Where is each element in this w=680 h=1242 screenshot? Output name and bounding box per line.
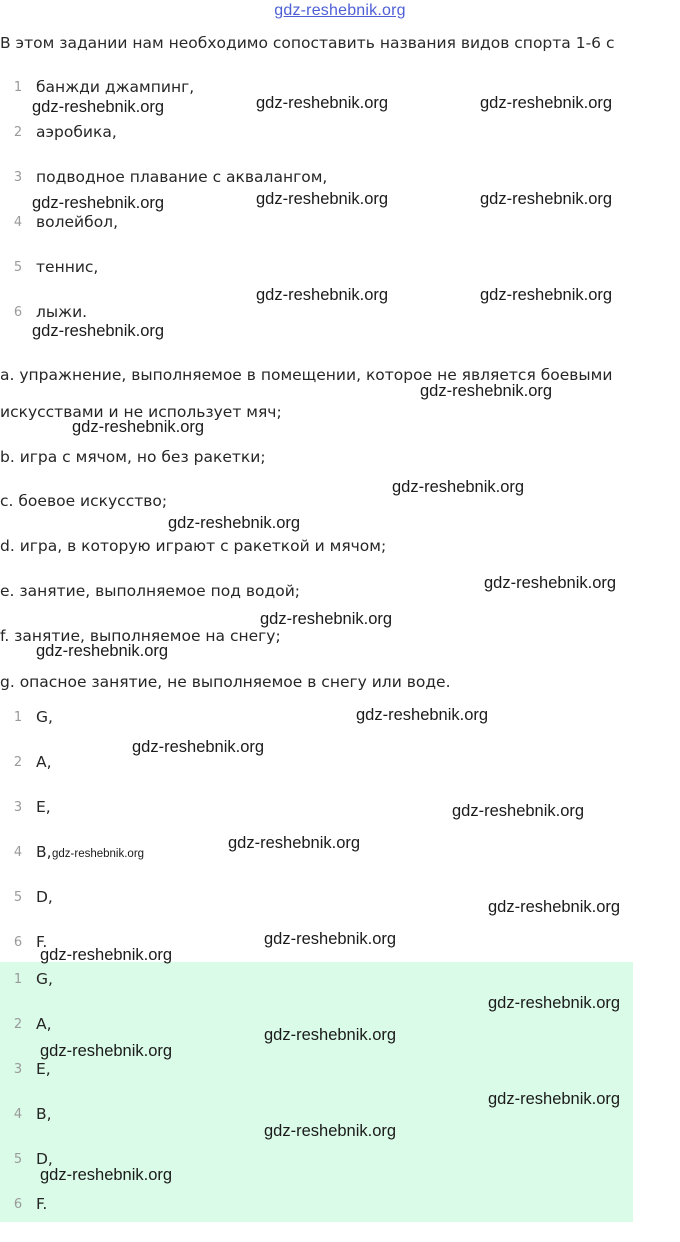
watermark: gdz-reshebnik.org: [132, 738, 265, 756]
definition-line: d. игра, в которую играют с ракеткой и мячом;: [0, 537, 387, 555]
item-number: 1: [13, 710, 23, 725]
item-text: D,: [36, 1150, 53, 1168]
item-text: B,: [36, 843, 52, 861]
watermark: gdz-reshebnik.org: [40, 946, 173, 964]
site-link[interactable]: gdz-reshebnik.org: [274, 2, 406, 19]
watermark: gdz-reshebnik.org: [256, 190, 389, 208]
item-number: 5: [13, 260, 23, 275]
definition-line: искусствами и не использует мяч;: [0, 403, 282, 421]
item-number: 2: [13, 755, 23, 770]
list-item: [0, 215, 640, 260]
watermark: gdz-reshebnik.org: [40, 1166, 173, 1184]
item-text: F.: [36, 1195, 48, 1213]
definition-line: g. опасное занятие, не выполняемое в снегу или воде.: [0, 673, 451, 691]
watermark: gdz-reshebnik.org: [356, 706, 489, 724]
item-number: 5: [13, 1152, 23, 1167]
watermark: gdz-reshebnik.org: [40, 1042, 173, 1060]
item-number: 2: [13, 1017, 23, 1032]
watermark: gdz-reshebnik.org: [480, 286, 613, 304]
watermark: gdz-reshebnik.org: [488, 898, 621, 916]
watermark: gdz-reshebnik.org: [452, 802, 585, 820]
item-text: аэробика,: [36, 123, 117, 141]
watermark: gdz-reshebnik.org: [488, 994, 621, 1012]
item-text: лыжи.: [36, 303, 88, 321]
item-number: 4: [13, 845, 23, 860]
item-number: 6: [13, 1197, 23, 1212]
watermark: gdz-reshebnik.org: [264, 930, 397, 948]
item-number: 3: [13, 1062, 23, 1077]
item-number: 6: [13, 305, 23, 320]
definition-line: a. упражнение, выполняемое в помещении, которое не является боевыми: [0, 366, 613, 384]
task-intro: В этом задании нам необходимо сопоставить названия видов спорта 1-6 с: [0, 34, 615, 52]
item-number: 6: [13, 935, 23, 950]
item-number: 1: [13, 972, 23, 987]
item-text: B,: [36, 1105, 52, 1123]
item-text: E,: [36, 798, 51, 816]
item-number: 1: [13, 80, 23, 95]
item-text: A,: [36, 1015, 52, 1033]
definition-line: f. занятие, выполняемое на снегу;: [0, 627, 281, 645]
watermark: gdz-reshebnik.org: [480, 190, 613, 208]
item-text: G,: [36, 970, 53, 988]
watermark: gdz-reshebnik.org: [52, 848, 145, 860]
watermark: gdz-reshebnik.org: [392, 478, 525, 496]
watermark: gdz-reshebnik.org: [32, 194, 165, 212]
watermark: gdz-reshebnik.org: [36, 642, 169, 660]
definition-line: e. занятие, выполняемое под водой;: [0, 582, 300, 600]
list-item: [0, 755, 640, 800]
watermark: gdz-reshebnik.org: [32, 322, 165, 340]
watermark: gdz-reshebnik.org: [168, 514, 301, 532]
list-item: [0, 1197, 640, 1242]
item-text: G,: [36, 708, 53, 726]
watermark: gdz-reshebnik.org: [256, 94, 389, 112]
watermark: gdz-reshebnik.org: [256, 286, 389, 304]
watermark: gdz-reshebnik.org: [484, 574, 617, 592]
list-item: [0, 710, 640, 755]
watermark: gdz-reshebnik.org: [260, 610, 393, 628]
watermark: gdz-reshebnik.org: [480, 94, 613, 112]
item-number: 5: [13, 890, 23, 905]
watermark: gdz-reshebnik.org: [228, 834, 361, 852]
item-number: 4: [13, 1107, 23, 1122]
watermark: gdz-reshebnik.org: [32, 98, 165, 116]
item-text: теннис,: [36, 258, 99, 276]
item-text: F.: [36, 933, 48, 951]
list-item: [0, 125, 640, 170]
definition-line: b. игра с мячом, но без ракетки;: [0, 448, 266, 466]
item-text: подводное плавание с аквалангом,: [36, 168, 328, 186]
item-text: волейбол,: [36, 213, 119, 231]
watermark: gdz-reshebnik.org: [264, 1026, 397, 1044]
item-text: D,: [36, 888, 53, 906]
definition-line: c. боевое искусство;: [0, 492, 168, 510]
item-number: 3: [13, 170, 23, 185]
watermark: gdz-reshebnik.org: [488, 1090, 621, 1108]
item-text: A,: [36, 753, 52, 771]
item-text: банжди джампинг,: [36, 78, 195, 96]
item-number: 3: [13, 800, 23, 815]
item-number: 4: [13, 215, 23, 230]
watermark: gdz-reshebnik.org: [72, 418, 205, 436]
watermark: gdz-reshebnik.org: [264, 1122, 397, 1140]
item-text: E,: [36, 1060, 51, 1078]
watermark: gdz-reshebnik.org: [420, 382, 553, 400]
item-number: 2: [13, 125, 23, 140]
